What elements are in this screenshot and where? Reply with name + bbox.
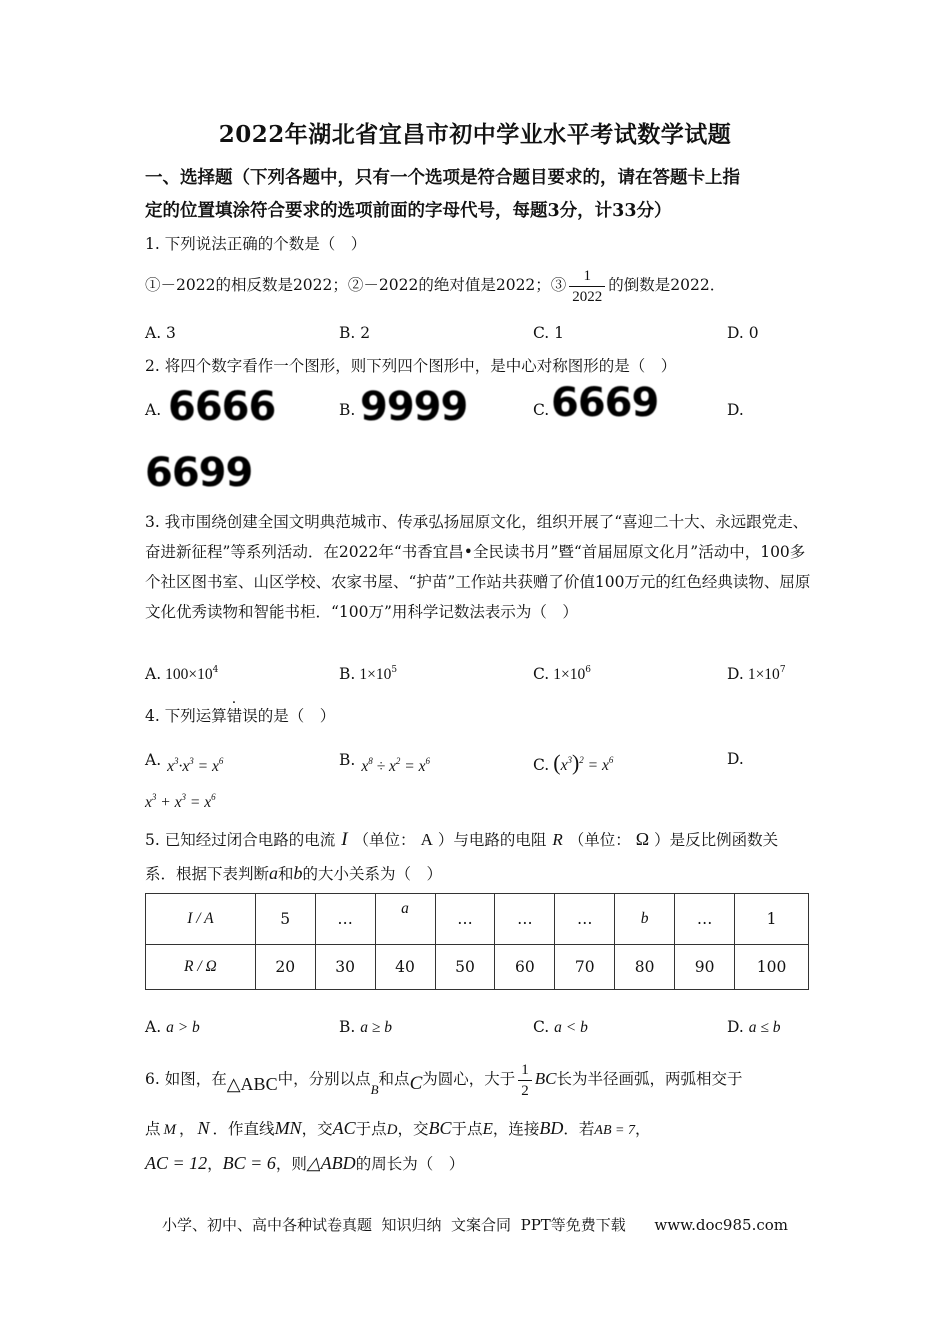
q6-text-3: 和点 <box>378 1070 410 1088</box>
section-heading-line2: 定的位置填涂符合要求的选项前面的字母代号，每题3分，计33分） <box>145 201 672 221</box>
q6-text-11: 于点 <box>451 1120 483 1138</box>
q3-option-d-exp: 7 <box>779 665 786 675</box>
table-cell: a <box>375 894 435 945</box>
table-row-current <box>146 894 809 945</box>
q6-point-m: M <box>163 1122 177 1138</box>
q6-line-mn: MN <box>274 1118 302 1138</box>
section-heading-line1: 一、选择题（下列各题中，只有一个选项是符合题目要求的，请在答题卡上指 <box>145 168 740 188</box>
table-cell: 70 <box>555 945 615 990</box>
q6-point-d: D <box>386 1122 398 1138</box>
q6-frac-den: 2 <box>521 1082 529 1099</box>
q5-option-a-expr: a > b <box>166 1019 200 1036</box>
q4-option-b-label: B. <box>339 751 356 769</box>
table-cell: … <box>435 894 495 945</box>
q6-text-13: ．若 <box>563 1120 595 1138</box>
q4-stem-emphasis: 错误 <box>226 707 258 725</box>
question-6-line2 <box>145 1117 651 1139</box>
q6-point-n: N <box>197 1118 210 1138</box>
q5-option-a <box>145 1018 200 1037</box>
q4-option-d-expr: $x^3 + x^3 = x^6$ <box>145 792 216 811</box>
question-2-stem: 2. 将四个数字看作一个图形，则下列四个图形中，是中心对称图形的是（ ） <box>145 357 677 375</box>
q3-option-b-base: 1×10 <box>359 666 392 683</box>
q5-text-1: 5. 已知经过闭合电路的电流 <box>145 831 336 849</box>
page-title: 2022年湖北省宜昌市初中学业水平考试数学试题 <box>218 121 732 148</box>
q6-seg-ac: AC <box>332 1118 356 1138</box>
q2-label-a: A. <box>145 401 162 419</box>
table-cell: I / A <box>146 894 256 945</box>
q6-text-14: ， <box>634 1120 651 1138</box>
q2-label-b: B. <box>339 401 356 419</box>
table-cell: 50 <box>435 945 495 990</box>
q3-option-b <box>339 665 397 684</box>
q1-body-pre: ①－2022的相反数是2022；②－2022的绝对值是2022；③ <box>145 276 567 294</box>
q2-label-d: D. <box>727 401 744 419</box>
q4-option-c-label: C. <box>533 756 550 774</box>
table-cell: 100 <box>735 945 809 990</box>
q6-text-4: 为圆心，大于 <box>422 1070 516 1088</box>
q3-option-a-base: 100×10 <box>165 666 213 683</box>
q4-option-c-expr: $(x^3)^2 = x^6$ <box>553 750 614 775</box>
q5-text-and: 和 <box>278 865 294 883</box>
q3-option-a-exp: 4 <box>212 665 219 675</box>
q5-text-4: （单位： <box>568 831 631 849</box>
q5-option-b <box>339 1018 392 1037</box>
q6-triangle-abc: △ABC <box>226 1074 278 1094</box>
q5-option-a-label: A. <box>145 1018 162 1036</box>
question-3-text: 3. 我市围绕创建全国文明典范城市、传承弘扬屈原文化，组织开展了“喜迎二十大、永远跟党走、奋进新征程”等系列活动．在2022年“书香宜昌•全民读书月”暨“首届屈原文化月”活动中，100多个社区图书室、山区学校、农家书屋、“护苗”工作站共获赠了价值100万元的红色经典读物、屈原文化优秀读物和智能书柜．“100万”用科学记数法表示为（ ） <box>145 513 811 621</box>
table-cell: 80 <box>615 945 675 990</box>
q6-seg-bc: BC <box>534 1069 557 1088</box>
question-5-line2 <box>145 862 442 884</box>
q3-option-b-label: B. <box>339 665 356 683</box>
q5-text-5: ）是反比例函数关 <box>654 831 779 849</box>
question-1-stem: 1. 下列说法正确的个数是（ ） <box>145 235 367 253</box>
q5-option-d-label: D. <box>727 1018 744 1036</box>
q5-var-i: I <box>341 829 348 850</box>
q5-text-3: ）与电路的电阻 <box>437 831 547 849</box>
q2-label-c: C. <box>533 401 550 419</box>
table-cell: … <box>315 894 375 945</box>
q2-figure-b: 9999 <box>360 384 468 430</box>
q1-option-d: D. 0 <box>727 324 759 342</box>
q5-option-d <box>727 1018 781 1037</box>
q2-figure-a: 6666 <box>168 384 276 430</box>
table-cell: 40 <box>375 945 435 990</box>
q6-text-16: ，则 <box>275 1155 307 1173</box>
q4-option-a-expr: $x^3\cdot x^3 = x^6$ <box>167 756 224 775</box>
q6-text-8: ，交 <box>301 1120 333 1138</box>
q5-var-a: a <box>269 863 279 883</box>
q6-text-1: 6. 如图，在 <box>145 1070 227 1088</box>
q5-option-c-label: C. <box>533 1018 550 1036</box>
q4-option-a <box>145 750 224 775</box>
q4-option-b-expr: $x^8 \div x^2 = x^6$ <box>361 756 430 775</box>
q5-text-7: 的大小关系为（ ） <box>302 865 443 883</box>
q4-stem-pre: 4. 下列运算 <box>145 707 227 725</box>
q6-comma: ， <box>179 1120 195 1138</box>
q6-text-6: 点 <box>145 1120 161 1138</box>
table-cell: 5 <box>255 894 315 945</box>
q6-frac-num: 1 <box>518 1060 532 1081</box>
table-cell: … <box>675 894 735 945</box>
q1-option-b: B. 2 <box>339 324 371 342</box>
q4-option-d-label: D. <box>727 750 744 768</box>
q1-option-a: A. 3 <box>145 324 176 342</box>
q4-option-c <box>533 750 613 776</box>
table-cell: … <box>495 894 555 945</box>
q2-figure-c: 6669 <box>551 380 659 426</box>
q5-text-6: 系．根据下表判断 <box>145 865 270 883</box>
q6-text-10: ，交 <box>397 1120 429 1138</box>
q6-half-fraction <box>518 1060 532 1101</box>
q6-text-9: 于点 <box>355 1120 387 1138</box>
q5-unit-a: A <box>420 830 433 849</box>
q3-option-c-base: 1×10 <box>553 666 586 683</box>
question-6-line1 <box>145 1055 743 1103</box>
q5-option-c <box>533 1018 588 1037</box>
table-cell: 1 <box>735 894 809 945</box>
q3-option-a <box>145 665 218 684</box>
q6-text-2: 中，分别以点 <box>277 1070 371 1088</box>
q3-option-a-label: A. <box>145 665 162 683</box>
q6-seg-bd: BD <box>539 1118 564 1138</box>
table-cell: 90 <box>675 945 735 990</box>
q1-option-c: C. 1 <box>533 324 565 342</box>
q6-point-c: C <box>409 1073 423 1094</box>
q5-var-b: b <box>293 863 303 883</box>
q6-ab-eq: AB = 7 <box>594 1123 635 1138</box>
q5-text-2: （单位： <box>353 831 416 849</box>
table-cell: R / Ω <box>146 945 256 990</box>
table-row-resistance <box>146 945 809 990</box>
q5-option-b-label: B. <box>339 1018 356 1036</box>
q5-option-d-expr: a ≤ b <box>748 1019 781 1036</box>
q6-text-15: ， <box>207 1155 223 1173</box>
question-1-body <box>145 262 725 308</box>
table-cell: 20 <box>255 945 315 990</box>
q6-text-12: ，连接 <box>492 1120 540 1138</box>
q6-text-7: ．作直线 <box>212 1120 275 1138</box>
q5-option-c-expr: a < b <box>554 1019 588 1036</box>
table-cell: 60 <box>495 945 555 990</box>
q5-var-r: R <box>552 830 563 849</box>
question-4-stem <box>145 704 335 726</box>
q5-option-b-expr: a ≥ b <box>360 1019 393 1036</box>
q4-stem-post: 的是（ ） <box>257 707 336 725</box>
table-cell: b <box>615 894 675 945</box>
q6-text-5: 长为半径画弧，两弧相交于 <box>556 1070 743 1088</box>
q2-figure-d: 6699 <box>145 450 253 496</box>
q3-option-c <box>533 665 591 684</box>
page-footer: 小学、初中、高中各种试卷真题 知识归纳 文案合同 PPT等免费下载 www.doc985.com <box>161 1216 788 1234</box>
q6-point-e: E <box>482 1119 493 1138</box>
q6-ac-eq: AC = 12 <box>145 1153 208 1173</box>
q3-option-c-exp: 6 <box>585 665 591 675</box>
q5-unit-ohm: Ω <box>635 829 650 849</box>
q3-option-c-label: C. <box>533 665 550 683</box>
table-cell: … <box>555 894 615 945</box>
q6-seg-bc-2: BC <box>428 1118 452 1138</box>
q6-point-b: B <box>370 1082 379 1097</box>
q3-option-d-label: D. <box>727 665 744 683</box>
q1-fraction <box>569 266 605 307</box>
q1-body-post: 的倒数是2022． <box>608 276 726 294</box>
q1-frac-den: 2022 <box>572 288 603 305</box>
q3-option-d <box>727 665 786 684</box>
q6-triangle-abd: △ABD <box>306 1153 356 1173</box>
question-6-line3 <box>145 1152 464 1174</box>
table-cell: 30 <box>315 945 375 990</box>
question-5-line1 <box>145 828 778 851</box>
q5-data-table <box>145 893 809 990</box>
q4-option-a-label: A. <box>145 751 162 769</box>
q1-frac-num: 1 <box>569 266 605 287</box>
q6-bc-eq: BC = 6 <box>222 1153 276 1173</box>
q4-option-b <box>339 750 430 775</box>
q6-text-17: 的周长为（ ） <box>355 1155 465 1173</box>
q3-option-d-base: 1×10 <box>747 666 780 683</box>
q3-option-b-exp: 5 <box>391 665 398 675</box>
